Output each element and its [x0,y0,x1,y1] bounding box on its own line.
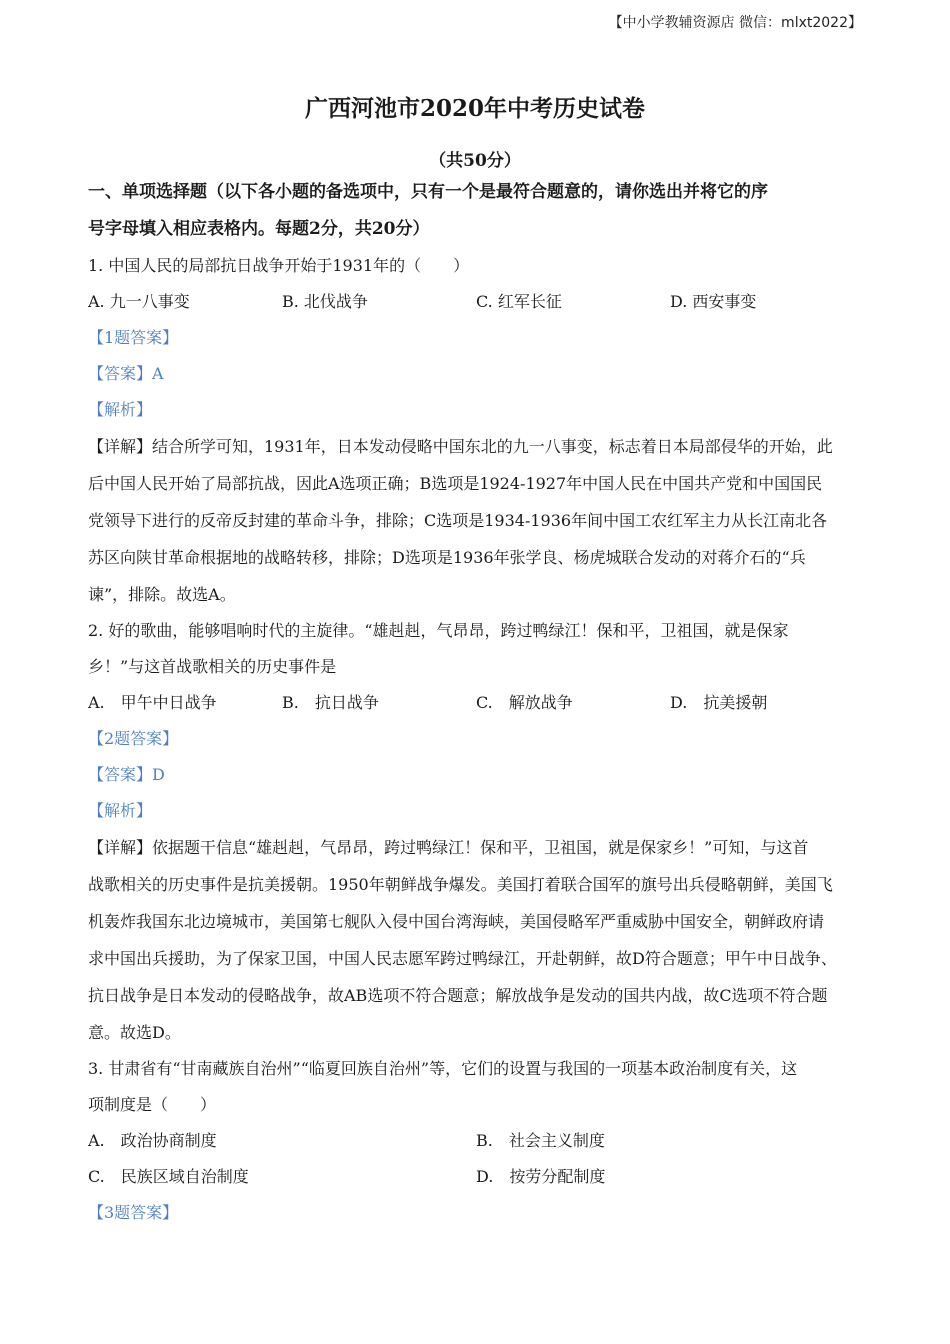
section-heading-line-2: 号字母填入相应表格内。每题2分，共20分） [88,219,430,239]
q2-options [88,685,868,721]
q3-answer-tag: 【3题答案】 [88,1203,179,1222]
q1-stem: 1. 中国人民的局部抗日战争开始于1931年的（ ） [88,256,470,275]
q1-options [88,284,868,320]
q2-detail-line-6: 意。故选D。 [88,1023,181,1042]
q1-analysis-label: 【解析】 [88,400,153,419]
q2-detail [88,829,868,1051]
q1-option-a: A. 九一八事变 [88,292,190,311]
q2-analysis-label: 【解析】 [88,801,153,820]
q3-option-d: D. 按劳分配制度 [476,1167,606,1186]
watermark: 【中小学教辅资源店 微信：mlxt2022】 [608,15,862,31]
q1-detail-line-1: 【详解】结合所学可知，1931年，日本发动侵略中国东北的九一八事变，标志着日本局部侵华的开始，此 [88,437,833,456]
q1-option-b: B. 北伐战争 [282,292,368,311]
q2-stem-line-1: 2. 好的歌曲，能够唱响时代的主旋律。“雄赳赳，气昂昂，跨过鸭绿江！保和平，卫祖国，就是保家 [88,621,789,640]
q1-answer [88,356,868,392]
q3-option-a: A. 政治协商制度 [88,1131,217,1150]
q3-option-b: B. 社会主义制度 [476,1131,605,1150]
q2-option-b: B. 抗日战争 [282,693,379,712]
q1-detail [88,428,868,613]
q3-options-row-2 [88,1159,868,1195]
q2-option-d: D. 抗美援朝 [670,693,768,712]
q1-option-c: C. 红军长征 [476,292,562,311]
q2-detail-line-2: 战歌相关的历史事件是抗美援朝。1950年朝鲜战争爆发。美国打着联合国军的旗号出兵侵略朝鲜，美国飞 [88,875,833,894]
q1-detail-line-5: 谏”，排除。故选A。 [88,585,236,604]
q2-detail-line-4: 求中国出兵援助，为了保家卫国，中国人民志愿军跨过鸭绿江，开赴朝鲜，故D符合题意；甲午中日战争、 [88,949,837,968]
q2-detail-line-5: 抗日战争是日本发动的侵略战争，故AB选项不符合题意；解放战争是发动的国共内战，故C选项不符合题 [88,986,828,1005]
q2-answer-tag: 【2题答案】 [88,729,179,748]
q2-stem-line-2: 乡！”与这首战歌相关的历史事件是 [88,657,337,676]
q1-answer-tag: 【1题答案】 [88,328,179,347]
q1-answer-text: 【答案】A [88,364,164,383]
page-title: 广西河池市2020年中考历史试卷 [304,95,645,122]
q2-option-c: C. 解放战争 [476,693,573,712]
q2-detail-line-3: 机轰炸我国东北边境城市，美国第七舰队入侵中国台湾海峡，美国侵略军严重威胁中国安全，朝鲜政府请 [88,912,825,931]
q1-option-d: D. 西安事变 [670,292,757,311]
page-subtitle: （共50分） [429,151,521,171]
section-heading-line-1: 一、单项选择题（以下各小题的备选项中，只有一个是最符合题意的，请你选出并将它的序 [88,182,768,202]
q2-option-a: A. 甲午中日战争 [88,693,217,712]
q1-detail-line-2: 后中国人民开始了局部抗战，因此A选项正确；B选项是1924-1927年中国人民在中国共产党和中国国民 [88,474,823,493]
q3-option-c: C. 民族区域自治制度 [88,1167,249,1186]
q3-stem-line-1: 3. 甘肃省有“甘南藏族自治州”“临夏回族自治州”等，它们的设置与我国的一项基本政治制度有关，这 [88,1059,798,1078]
q3-options-row-1 [88,1123,868,1159]
q2-answer [88,757,868,793]
document-body [88,174,868,1231]
q2-answer-text: 【答案】D [88,765,165,784]
q3-stem-line-2: 项制度是（ ） [88,1095,217,1114]
q1-detail-line-4: 苏区向陕甘革命根据地的战略转移，排除；D选项是1936年张学良、杨虎城联合发动的对蒋介石的“兵 [88,548,806,567]
q1-detail-line-3: 党领导下进行的反帝反封建的革命斗争，排除；C选项是1934-1936年间中国工农红军主力从长江南北各 [88,511,828,530]
q2-detail-line-1: 【详解】依据题干信息“雄赳赳，气昂昂，跨过鸭绿江！保和平，卫祖国，就是保家乡！”可知，与这首 [88,838,809,857]
